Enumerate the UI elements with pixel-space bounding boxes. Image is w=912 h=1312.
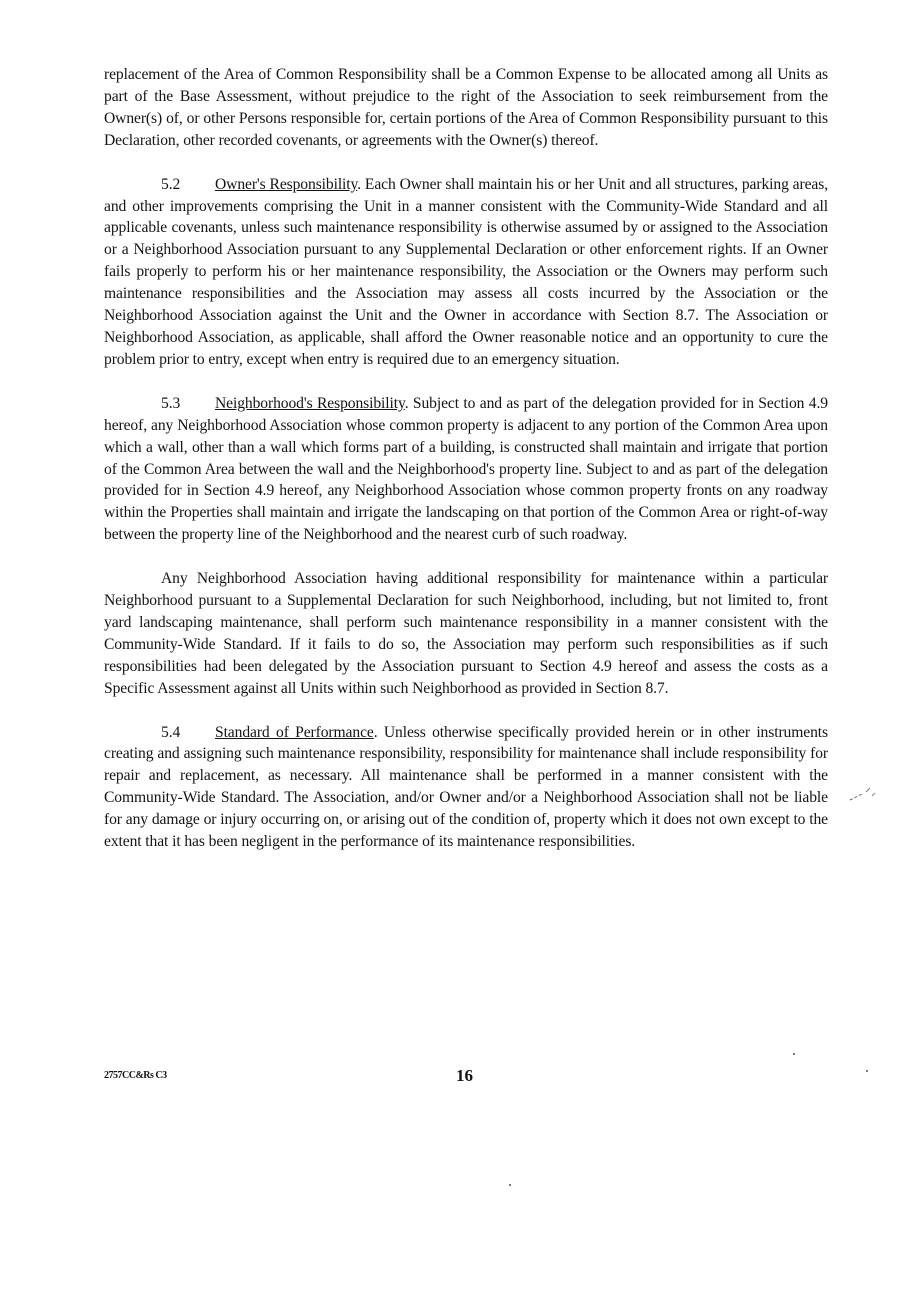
section-5-4-number: 5.4 (161, 723, 181, 741)
section-5-2-title: Owner's Responsibility (215, 175, 358, 193)
paragraph-continuation: replacement of the Area of Common Responsibility shall be a Common Expense to be allocated among all Units as part of the Base Assessment, without prejudice to the right of the Association to seek reimbursement from the Owner(s) of, or other Persons responsible for, certain portions of the Area of Common Responsibility pursuant to this Declaration, other recorded covenants, or agreements with the Owner(s) thereof. (104, 66, 828, 149)
section-5-3 (104, 393, 828, 546)
section-5-4 (104, 722, 828, 853)
section-5-3-number: 5.3 (161, 394, 181, 412)
section-5-2-number: 5.2 (161, 175, 181, 193)
footer-document-code: 2757CC&Rs C3 (104, 1070, 167, 1081)
section-5-4-title: Standard of Performance (215, 723, 374, 741)
paragraph-neighborhood-additional: Any Neighborhood Association having additional responsibility for maintenance within a particular Neighborhood pursuant to a Supplemental Declaration for such Neighborhood, including, but not limited to, front yard landscaping maintenance, shall perform such maintenance responsibility in a manner consistent with the Community-Wide Standard. If it fails to do so, the Association may perform such responsibilities as if such responsibilities had been delegated by the Association pursuant to Section 4.9 hereof and assess the costs as a Specific Assessment against all Units within such Neighborhood as provided in Section 8.7. (104, 570, 828, 697)
scan-speck (866, 1070, 868, 1072)
section-5-3-body: . Subject to and as part of the delegation provided for in Section 4.9 hereof, any Neighborhood Association whose common property is adjacent to any portion of the Common Area upon which a wall, other than a wall which forms part of a building, is constructed shall maintain and irrigate that portion of the Common Area between the wall and the Neighborhood's property line. Subject to and as part of the delegation provided for in Section 4.9 hereof, any Neighborhood Association whose common property fronts on any roadway within the Properties shall maintain and irrigate the landscaping on that portion of the Common Area or right-of-way between the property line of the Neighborhood and the nearest curb of such roadway. (104, 394, 828, 544)
margin-scribble-mark (848, 784, 878, 804)
scan-speck (509, 1184, 511, 1186)
page-number: 16 (456, 1066, 473, 1085)
document-body (104, 64, 828, 853)
section-5-4-body: . Unless otherwise specifically provided herein or in other instruments creating and assigning such maintenance responsibility, responsibility for maintenance shall include responsibility for repair and replacement, as necessary. All maintenance shall be performed in a manner consistent with the Community-Wide Standard. The Association, and/or Owner and/or a Neighborhood Association shall not be liable for any damage or injury occurring on, or arising out of the condition of, property which it does not own except to the extent that it has been negligent in the performance of its maintenance responsibilities. (104, 723, 828, 851)
section-5-2-body: . Each Owner shall maintain his or her Unit and all structures, parking areas, and other improvements comprising the Unit in a manner consistent with the Community-Wide Standard and all applicable covenants, unless such maintenance responsibility is otherwise assumed by or assigned to the Association or a Neighborhood Association pursuant to any Supplemental Declaration or other enforcement rights. If an Owner fails properly to perform his or her maintenance responsibility, the Association or the Owners may perform such maintenance responsibilities and the Association may assess all costs incurred by the Association or the Neighborhood Association against the Unit and the Owner in accordance with Section 8.7. The Association or Neighborhood Association, as applicable, shall afford the Owner reasonable notice and an opportunity to cure the problem prior to entry, except when entry is required due to an emergency situation. (104, 175, 828, 368)
section-5-2 (104, 174, 828, 371)
section-5-3-title: Neighborhood's Responsibility (215, 394, 405, 412)
scan-speck (793, 1053, 795, 1055)
